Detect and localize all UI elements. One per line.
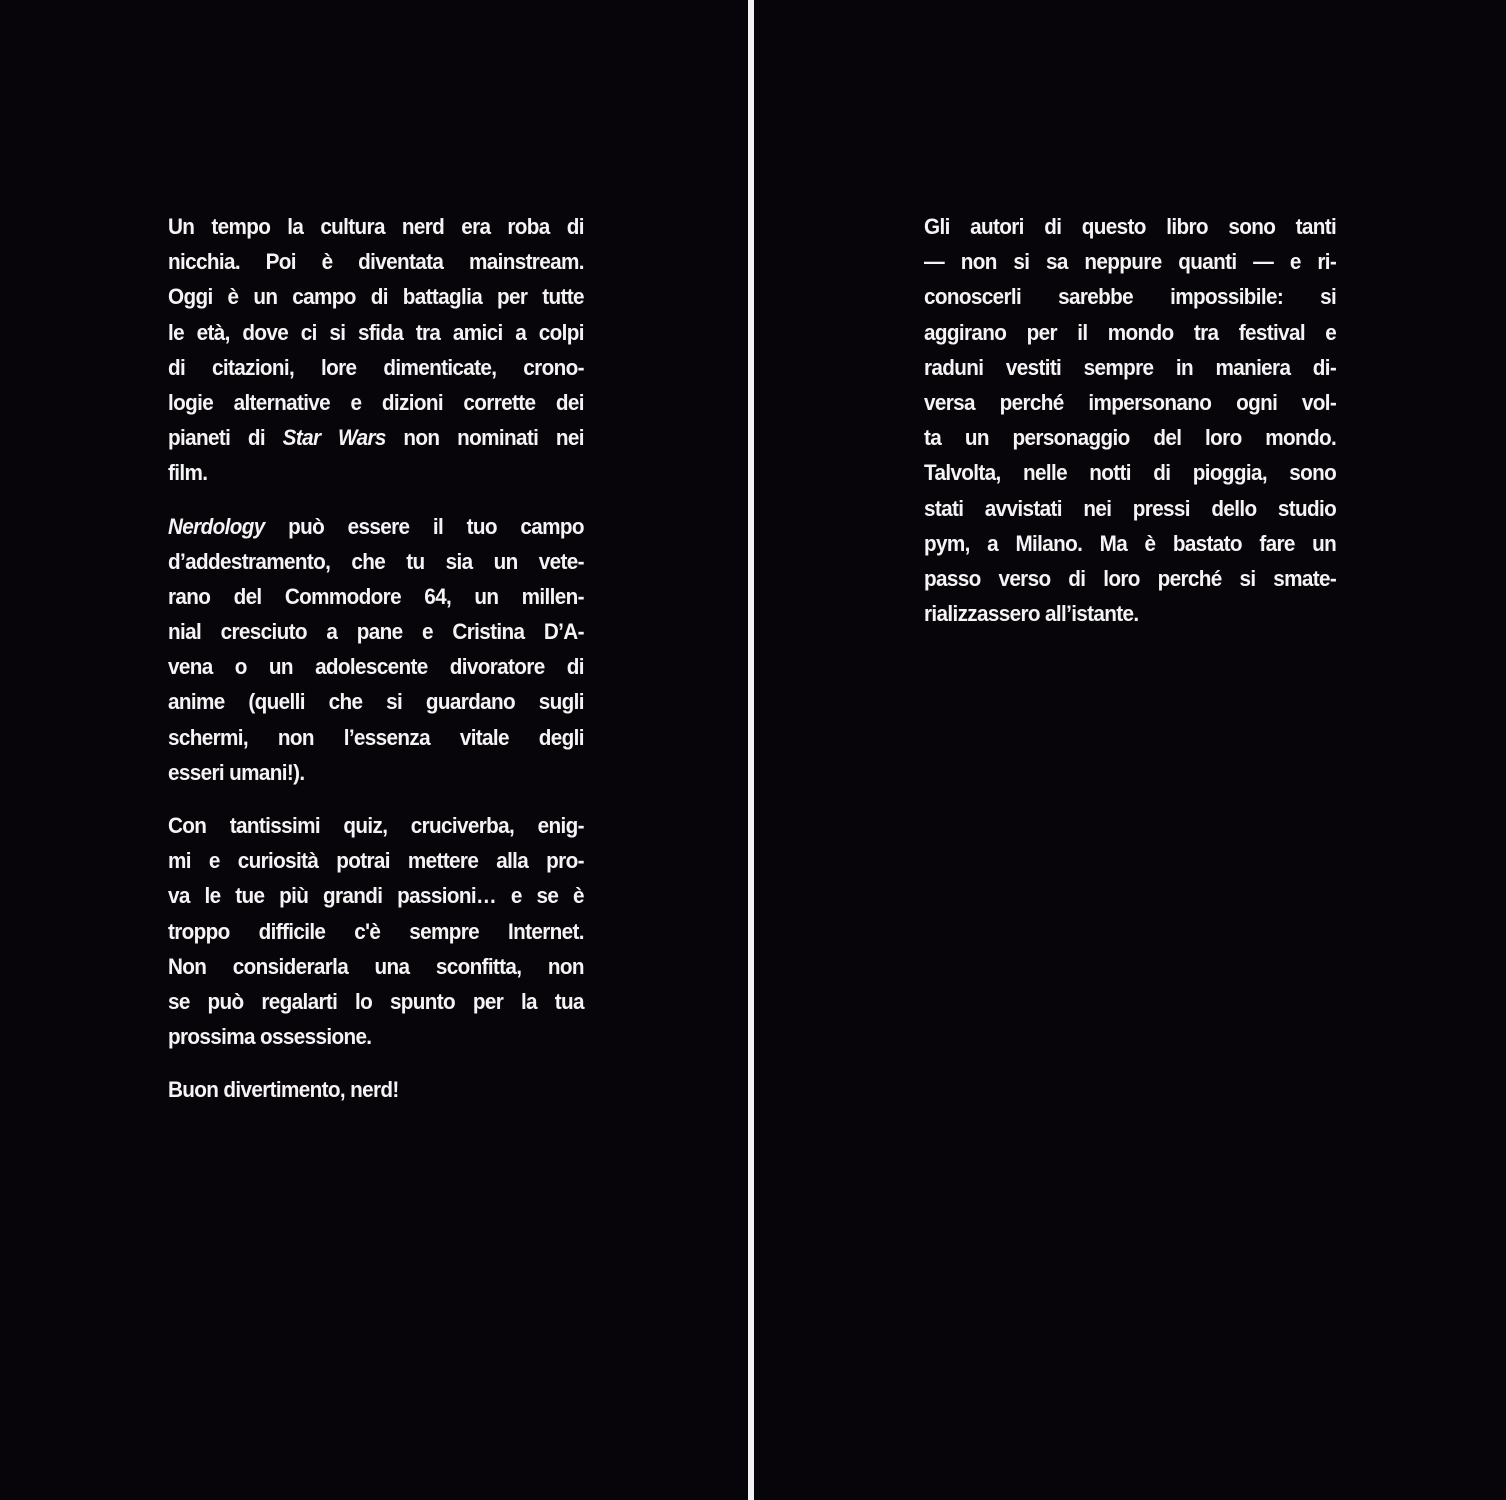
text-line: rano del Commodore 64, un millen- [168,583,584,609]
paragraph-authors [924,209,1336,631]
text-line: di citazioni, lore dimenticate, crono- [168,354,584,380]
text-line: aggirano per il mondo tra festival e [924,319,1337,345]
paragraph-closing [168,1072,584,1107]
text-line: nial cresciuto a pane e Cristina D’A- [168,619,584,645]
text-line [168,420,584,455]
text-fragment: può essere il tuo campo [264,513,584,539]
text-line: Talvolta, nelle notti di pioggia, sono [924,460,1337,486]
text-line: Oggi è un campo di battaglia per tutte [168,284,584,310]
text-line: ta un personaggio del loro mondo. [924,425,1337,451]
text-line: prossima ossessione. [168,1024,372,1050]
text-line [168,509,584,544]
paragraph-quiz [168,808,584,1054]
text-line: — non si sa neppure quanti — e ri- [924,249,1337,275]
text-line: mi e curiosità potrai mettere alla pro- [168,848,584,874]
text-line: schermi, non l’essenza vitale degli [168,724,584,750]
text-line: logie alternative e dizioni corrette dei [168,389,584,415]
nerdology-title: Nerdology [168,513,265,539]
paragraph-intro [168,209,584,491]
text-line: versa perché impersonano ogni vol- [924,389,1337,415]
text-line: se può regalarti lo spunto per la tua [168,988,584,1014]
text-line: Con tantissimi quiz, cruciverba, enig- [168,813,584,838]
text-line: Gli autori di questo libro sono tanti [924,214,1337,239]
text-fragment: pianeti di [168,425,283,451]
left-flap-text [168,209,584,1126]
text-line: esseri umani!). [168,759,305,785]
text-line: Buon divertimento, nerd! [168,1077,399,1103]
text-line: pym, a Milano. Ma è bastato fare un [924,530,1337,556]
text-fragment: non nominati nei [385,425,584,451]
text-line: raduni vestiti sempre in maniera di- [924,354,1337,380]
text-line: nicchia. Poi è diventata mainstream. [168,249,584,275]
text-line: film. [168,460,208,486]
text-line: Un tempo la cultura nerd era roba di [168,214,584,239]
text-line: vena o un adolescente divoratore di [168,654,584,680]
text-line: d’addestramento, che tu sia un vete- [168,548,584,574]
paragraph-nerdology [168,509,584,791]
text-line: Non considerarla una sconfitta, non [168,953,584,979]
right-flap-text [924,209,1336,649]
text-line: troppo difficile c'è sempre Internet. [168,918,584,944]
text-line: stati avvistati nei pressi dello studio [924,495,1337,521]
text-line: conoscerli sarebbe impossibile: si [924,284,1337,310]
text-line: rializzassero all’istante. [924,601,1139,627]
text-line: le età, dove ci si sfida tra amici a colpi [168,319,584,345]
text-line: va le tue più grandi passioni… e se è [168,883,584,909]
text-line: passo verso di loro perché si smate- [924,565,1337,591]
left-flap [0,0,748,1500]
star-wars-title: Star Wars [282,425,386,451]
text-line: anime (quelli che si guardano sugli [168,689,584,715]
